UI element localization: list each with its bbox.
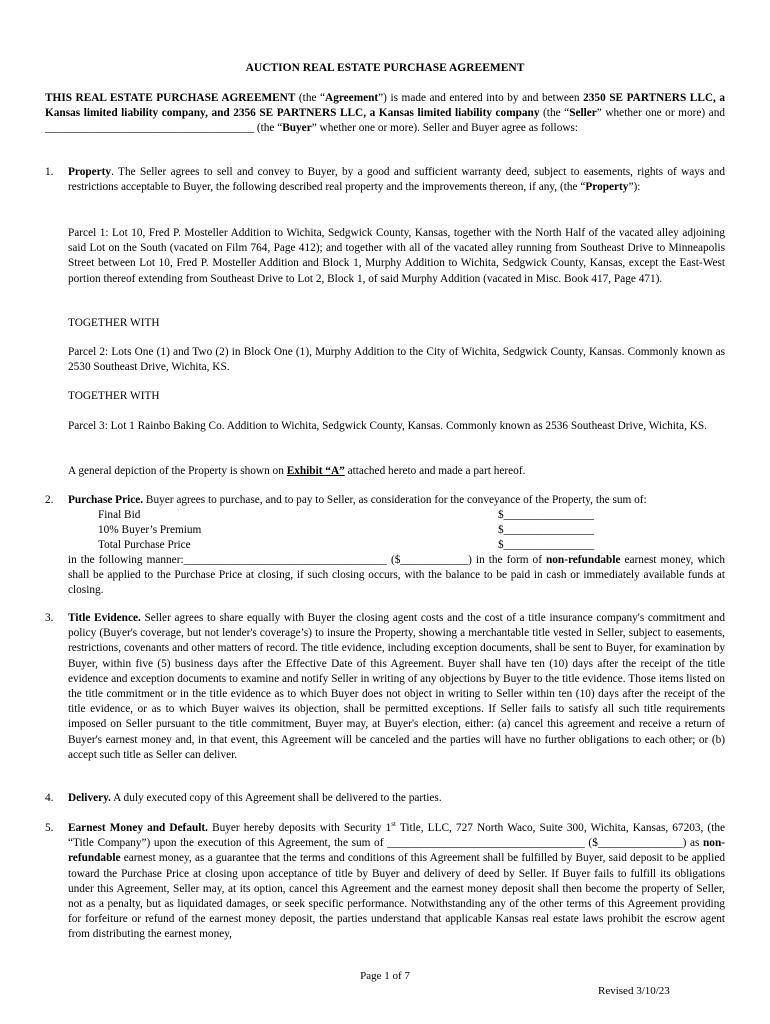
section-number: 5. (45, 822, 54, 834)
parcel-1: Parcel 1: Lot 10, Fred P. Mosteller Addition to Wichita, Sedgwick County, Kansas, together with the North Half of the vacated alley adjoining said Lot on the South (vacated on Film 764, Page 412); and together with all of the vacated alley running from Southeast Drive to Minneapolis Street between Lot 10, Fred P. Mosteller Addition and Block 1, Murphy Addition to Wichita, Sedgwick County, Kansas, except the East-West portion thereof extending from Southeast Drive to Lot 2, Block 1, of said Murphy Addition (vacated in Misc. Book 417, Page 471). (68, 227, 725, 285)
seller-parties: 2350 SE PARTNERS LLC, a Kansas limited liability company, and 2356 SE PARTNERS LLC, a Kansas limited liability company (45, 92, 726, 120)
together-with-1: TOGETHER WITH (68, 317, 160, 329)
payment-manner: in the following manner:____________________________________ ($____________) in the form of non-refundable earnest money, which shall be applied to the Purchase Price at closing, if such closing occurs, with the balance to be paid in cash or immediately available funds at closing. (68, 554, 725, 597)
intro-lead: THIS REAL ESTATE PURCHASE AGREEMENT (45, 92, 296, 104)
price-label-total: Total Purchase Price (98, 539, 191, 551)
term-buyer: Buyer (282, 122, 312, 135)
intro-paragraph: THIS REAL ESTATE PURCHASE AGREEMENT (the “Agreement”) is made and entered into by and between 2350 SE PARTNERS LLC, a Kansas limited liability company, and 2356 SE PARTNERS LLC, a Kansas limited liability company (the “Seller” whether one or more) and _____________________________________ (the “Buyer” whether one or more). Seller and Buyer agree as follows: (45, 92, 726, 135)
term-seller: Seller (569, 107, 597, 120)
document-page: AUCTION REAL ESTATE PURCHASE AGREEMENT THIS REAL ESTATE PURCHASE AGREEMENT (the “Agreement”) is made and entered into by and between 2350 SE PARTNERS LLC, a Kansas limited liability company, and 2356 SE PARTNERS LLC, a Kansas limited liability company (the “Seller” whether one or more) and _____________________________________ (the “Buyer” whether one or more). Seller and Buyer agree as follows: 1. Property. The Seller agrees to sell and convey to Buyer, by a good and sufficient warranty deed, subject to easements, rights of ways and restrictions acceptable to Buyer, the following described real property and the improvements thereon, if any, (the “Property”): Parcel 1: Lot 10, Fred P. Mosteller Addition to Wichita, Sedgwick County, Kansas, together with the North Half of the vacated alley adjoining said Lot on the South (vacated on Film 764, Page 412); and together with all of the vacated alley running from Southeast Drive to Minneapolis Street between Lot 10, Fred P. Mosteller Addition and Block 1, Murphy Addition to Wichita, Sedgwick County, Kansas, except the East-West portion thereof extending from Southeast Drive to Lot 2, Block 1, of said Murphy Addition (vacated in Misc. Book 417, Page 471). TOGETHER WITH Parcel 2: Lots One (1) and Two (2) in Block One (1), Murphy Addition to the City of Wichita, Sedgwick County, Kansas. Commonly known as 2530 Southeast Drive, Wichita, KS. TOGETHER WITH Parcel 3: Lot 1 Rainbo Baking Co. Addition to Wichita, Sedgwick County, Kansas. Commonly known as 2536 Southeast Drive, Wichita, KS. A general depiction of the Property is shown on Exhibit “A” attached hereto and made a part hereof. 2. Purchase Price. Buyer agrees to purchase, and to pay to Seller, as consideration for the conveyance of the Property, the sum of: Final Bid $________________ 10% Buyer’s Premium $________________ Total Purchase Price $________________ in the following manner:____________________________________ ($____________) in the form of non-refundable earnest money, which shall be applied to the Purchase Price at closing, if such closing occurs, with the balance to be paid in cash or immediately available funds at closing. 3. Title Evidence. Seller agrees to share equally with Buyer the closing agent costs and the cost of a title insurance company's commitment and policy (Buyer's coverage, but not lender's coverage’s) to insure the Property, showing a merchantable title vested in Seller, subject to easements, restrictions, covenants and other matters of record. The title evidence, including exception documents, shall be sent to Buyer, for examination by Buyer, within five (5) business days after the Effective Date of this Agreement. Buyer shall have ten (10) days after the receipt of the title evidence and exception documents to examine and notify Seller in writing of any objections by Buyer to the title evidence. Those items listed on the title commitment or in the title evidence as to which Buyer does not object in writing to Seller within ten (10) days after the receipt of the title evidence, or as to which Buyer waives its objection, shall be permitted exceptions. If Seller fails to satisfy all such title requirements imposed on Seller pursuant to the title commitment, Buyer may, at Buyer's election, either: (a) cancel this agreement and receive a return of Buyer's earnest money and, in that event, this Agreement will be canceled and the parties will have no further obligations to each other; or (b) accept such title as Seller can deliver. 4. Delivery. A duly executed copy of this Agreement shall be delivered to the parties. 5. Earnest Money and Default. Buyer hereby deposits with Security 1st Title, LLC, 727 North Waco, Suite 300, Wichita, Kansas, 67203, (the “Title Company”) upon the execution of this Agreement, the sum of ___________________________________ ($_______________) as non-refundable earnest money, as a guarantee that the terms and conditions of this Agreement shall be fulfilled by Buyer, said deposit to be applied toward the Purchase Price at closing upon acceptance of title by Buyer and delivery of deed by Seller. If Buyer fails to fulfill its obligations under this Agreement, Seller may, at its option, cancel this Agreement and the earnest money deposit shall then become the property of Seller, not as a penalty, but as liquidated damages, or seek specific performance. Notwithstanding any of the other terms of this Agreement providing for forfeiture or refund of the earnest money deposit, the parties understand that applicable Kansas real estate laws prohibit the escrow agent from distributing the earnest money, Page 1 of 7 Revised 3/10/23 (0, 0, 770, 1024)
document-title: AUCTION REAL ESTATE PURCHASE AGREEMENT (245, 62, 525, 74)
page-number: Page 1 of 7 (360, 970, 410, 982)
price-value-final-bid: $________________ (498, 509, 595, 521)
non-refundable-term: non-refundable (68, 837, 725, 865)
section-number: 3. (45, 612, 54, 624)
section-heading: Property (68, 166, 112, 178)
parcel-3: Parcel 3: Lot 1 Rainbo Baking Co. Addition to Wichita, Sedgwick County, Kansas. Commonly known as 2536 Southeast Drive, Wichita, KS. (68, 420, 707, 432)
price-value-premium: $________________ (498, 524, 595, 536)
section-heading: Earnest Money and Default. (68, 822, 208, 834)
term-agreement: Agreement (325, 92, 379, 104)
together-with-2: TOGETHER WITH (68, 390, 160, 402)
section-number: 1. (45, 166, 54, 178)
section-number: 2. (45, 494, 54, 506)
section-heading: Title Evidence. (68, 612, 141, 624)
non-refundable-term: non-refundable (546, 554, 621, 566)
section-number: 4. (45, 792, 54, 804)
property-depiction: A general depiction of the Property is shown on Exhibit “A” attached hereto and made a part hereof. (68, 465, 526, 477)
section-heading: Purchase Price. (68, 494, 144, 506)
parcel-2: Parcel 2: Lots One (1) and Two (2) in Block One (1), Murphy Addition to the City of Wichita, Sedgwick County, Kansas. Commonly known as 2530 Southeast Drive, Wichita, KS. (68, 346, 725, 374)
price-label-premium: 10% Buyer’s Premium (98, 524, 202, 536)
revision-date: Revised 3/10/23 (598, 985, 670, 997)
section-heading: Delivery. (68, 792, 111, 804)
price-value-total: $________________ (498, 539, 595, 551)
price-label-final-bid: Final Bid (98, 509, 141, 521)
term-property: Property (585, 181, 629, 194)
exhibit-a-link: Exhibit “A” (286, 465, 345, 477)
